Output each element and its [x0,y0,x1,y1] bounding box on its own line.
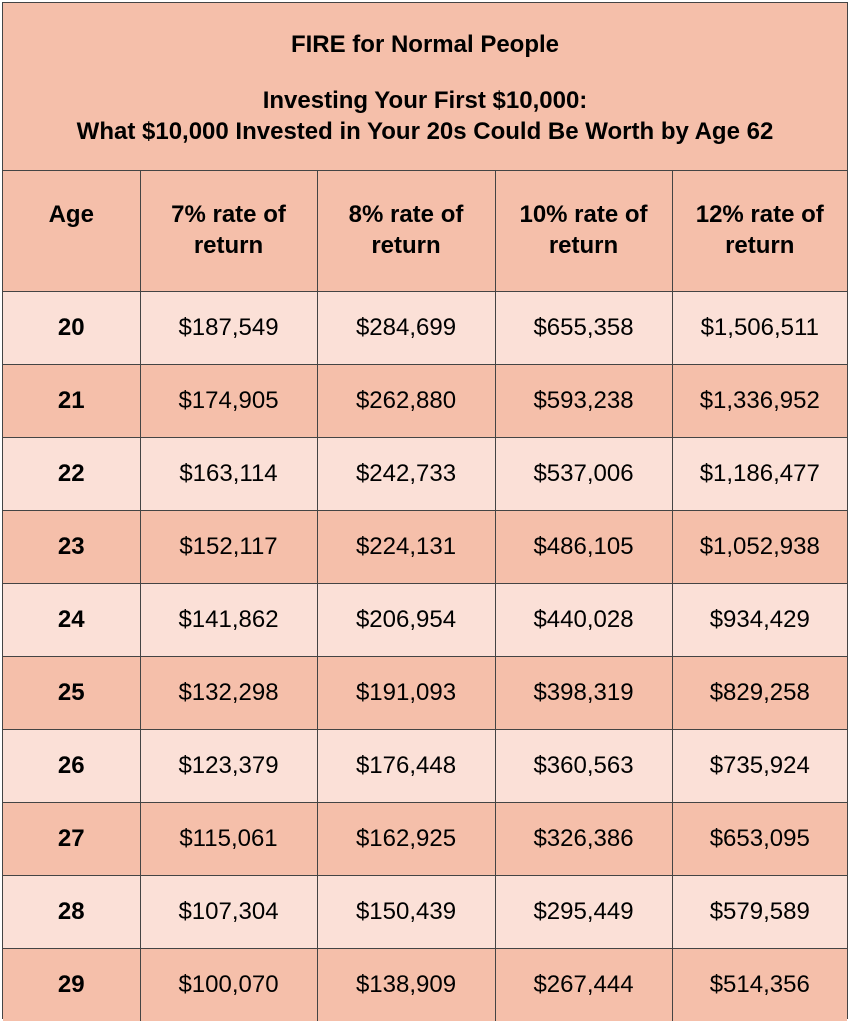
value-cell: $150,439 [317,875,495,948]
age-cell: 26 [3,729,140,802]
age-cell: 24 [3,583,140,656]
column-header-10pct [495,171,672,291]
value-cell: $735,924 [672,729,847,802]
value-cell: $152,117 [140,510,317,583]
value-cell: $934,429 [672,583,847,656]
table-row [3,729,847,802]
age-cell: 27 [3,802,140,875]
value-cell: $1,052,938 [672,510,847,583]
value-cell: $206,954 [317,583,495,656]
value-cell: $224,131 [317,510,495,583]
table-row [3,437,847,510]
table-subtitle-line2: What $10,000 Invested in Your 20s Could Be Worth by Age 62 [76,118,774,145]
age-cell: 21 [3,364,140,437]
table-body [3,291,847,1021]
value-cell: $176,448 [317,729,495,802]
table-row [3,875,847,948]
value-cell: $191,093 [317,656,495,729]
value-cell: $398,319 [495,656,672,729]
value-cell: $132,298 [140,656,317,729]
header-text: 12% rate of return [695,201,824,259]
value-cell: $100,070 [140,948,317,1021]
value-cell: $187,549 [140,291,317,364]
age-cell: 22 [3,437,140,510]
value-cell: $138,909 [317,948,495,1021]
value-cell: $267,444 [495,948,672,1021]
age-cell: 25 [3,656,140,729]
column-header-12pct [672,171,847,291]
returns-table [3,171,847,1021]
value-cell: $295,449 [495,875,672,948]
value-cell: $163,114 [140,437,317,510]
table-row [3,656,847,729]
value-cell: $107,304 [140,875,317,948]
value-cell: $284,699 [317,291,495,364]
header-row [3,171,847,291]
column-header-7pct [140,171,317,291]
value-cell: $593,238 [495,364,672,437]
value-cell: $1,186,477 [672,437,847,510]
age-cell: 28 [3,875,140,948]
value-cell: $162,925 [317,802,495,875]
table-row [3,583,847,656]
value-cell: $486,105 [495,510,672,583]
value-cell: $123,379 [140,729,317,802]
table-row [3,291,847,364]
value-cell: $262,880 [317,364,495,437]
value-cell: $1,336,952 [672,364,847,437]
header-text: 10% rate of return [519,201,648,259]
value-cell: $537,006 [495,437,672,510]
table-row [3,364,847,437]
value-cell: $440,028 [495,583,672,656]
value-cell: $141,862 [140,583,317,656]
value-cell: $360,563 [495,729,672,802]
header-text: 7% rate of return [171,201,286,259]
table-title: FIRE for Normal People [290,31,560,58]
value-cell: $653,095 [672,802,847,875]
column-header-age: Age [3,171,140,291]
age-cell: 20 [3,291,140,364]
value-cell: $579,589 [672,875,847,948]
table-subtitle-line1: Investing Your First $10,000: [262,87,588,114]
value-cell: $326,386 [495,802,672,875]
header-text: 8% rate of return [348,201,464,259]
table-row [3,802,847,875]
table-row [3,510,847,583]
table-frame [2,2,848,1019]
value-cell: $514,356 [672,948,847,1021]
value-cell: $1,506,511 [672,291,847,364]
value-cell: $655,358 [495,291,672,364]
age-cell: 23 [3,510,140,583]
age-cell: 29 [3,948,140,1021]
value-cell: $829,258 [672,656,847,729]
column-header-8pct [317,171,495,291]
table-row [3,948,847,1021]
value-cell: $174,905 [140,364,317,437]
value-cell: $242,733 [317,437,495,510]
value-cell: $115,061 [140,802,317,875]
title-block [3,3,847,171]
